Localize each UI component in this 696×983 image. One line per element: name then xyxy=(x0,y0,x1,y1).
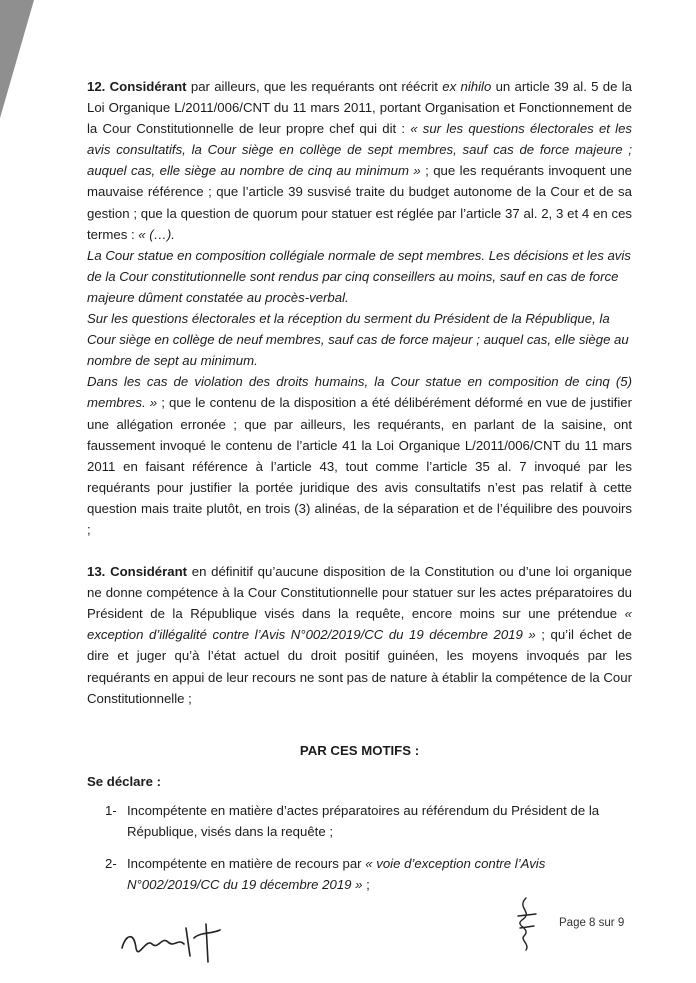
page-corner-shadow xyxy=(0,0,40,120)
section-heading: PAR CES MOTIFS : xyxy=(299,742,420,758)
paragraph-number: 13. xyxy=(87,564,106,580)
quoted-text: Sur les questions électorales et la réception du serment du Président de la République, la Cour siège en collège de neuf membres, sauf cas de force majeur ; auquel cas, elle siège au nombre de sept au minimum. xyxy=(87,311,629,369)
list-item: 2- Incompétente en matière de recours par « voie d’exception contre l’Avis N°002/2019/CC du 19 décembre 2019 » ; xyxy=(105,856,546,893)
declaration-heading: Se déclare : xyxy=(87,773,162,789)
paragraph-13: 13. Considérant en définitif qu’aucune disposition de la Constitution ou d’une loi organique ne donne compétence à la Cour Constitutionnelle pour statuer sur les actes préparatoires du Président de la République visés dans la requête, encore moins sur une prétendue « exception d’illégalité contre l’Avis N°002/2019/CC du 19 décembre 2019 » ; qu’il échet de dire et juger qu’à l’état actuel du droit positif guinéen, les moyens invoqués par les requérants en appui de leur recours ne sont pas de nature à établir la compétence de la Cour Constitutionnelle ; xyxy=(87,564,632,706)
list-item: 1- Incompétente en matière d’actes préparatoires au référendum du Président de la République, visés dans la requête ; xyxy=(105,802,600,839)
quoted-text: La Cour statue en composition collégiale normale de sept membres. Les décisions et les avis de la Cour constitutionnelle sont rendus par cinq conseillers au moins, sauf en cas de force majeure dûment constatée au procès-verbal. xyxy=(87,247,631,305)
document-page xyxy=(87,76,632,906)
page-number: Page 8 sur 9 xyxy=(559,917,625,929)
paragraph-number: 12. xyxy=(87,79,106,94)
paragraph-lead: Considérant xyxy=(109,79,187,94)
paragraph-12: 12. Considérant par ailleurs, que les requérants ont réécrit ex nihilo un article 39 al. 5 de la Loi Organique L/2011/006/CNT du 11 mars 2011, portant Organisation et Fonctionnement de la Cour Constitutionnelle de leur propre chef qui dit : « sur les questions électorales et les avis consultatifs, la Cour siège en collège de sept membres, sauf cas de force majeure ; auquel cas, elle siège au nombre de cinq au minimum » ; que les requérants invoquent une mauvaise référence ; que l’article 39 susvisé traite du budget autonome de la Cour et de sa gestion ; que la question de quorum pour statuer est réglée par l’article 37 al. 2, 3 et 4 en ces termes : « (…). xyxy=(87,79,633,242)
signature-right xyxy=(508,894,548,954)
signature-left xyxy=(116,908,236,968)
paragraph-12-continued: Dans les cas de violation des droits humains, la Cour statue en composition de cinq (5) membres. » ; que le contenu de la disposition a été délibérément déformé en vue de justifier une allégation erronée ; que par ailleurs, les requérants, en parlant de la saisine, ont faussement invoqué le contenu de l’article 41 la Loi Organique L/2011/006/CNT du 11 mars 2011 en faisant référence à l’article 43, tout comme l’article 35 al. 7 invoqué par les requérants pour justifier la portée juridique des avis consultatifs n’est pas relatif à cette question mais traite plutôt, en trois (3) alinéas, de la séparation et de l’équilibre des pouvoirs ; xyxy=(87,374,633,537)
paragraph-lead: Considérant xyxy=(110,564,188,580)
decision-list xyxy=(87,800,632,895)
